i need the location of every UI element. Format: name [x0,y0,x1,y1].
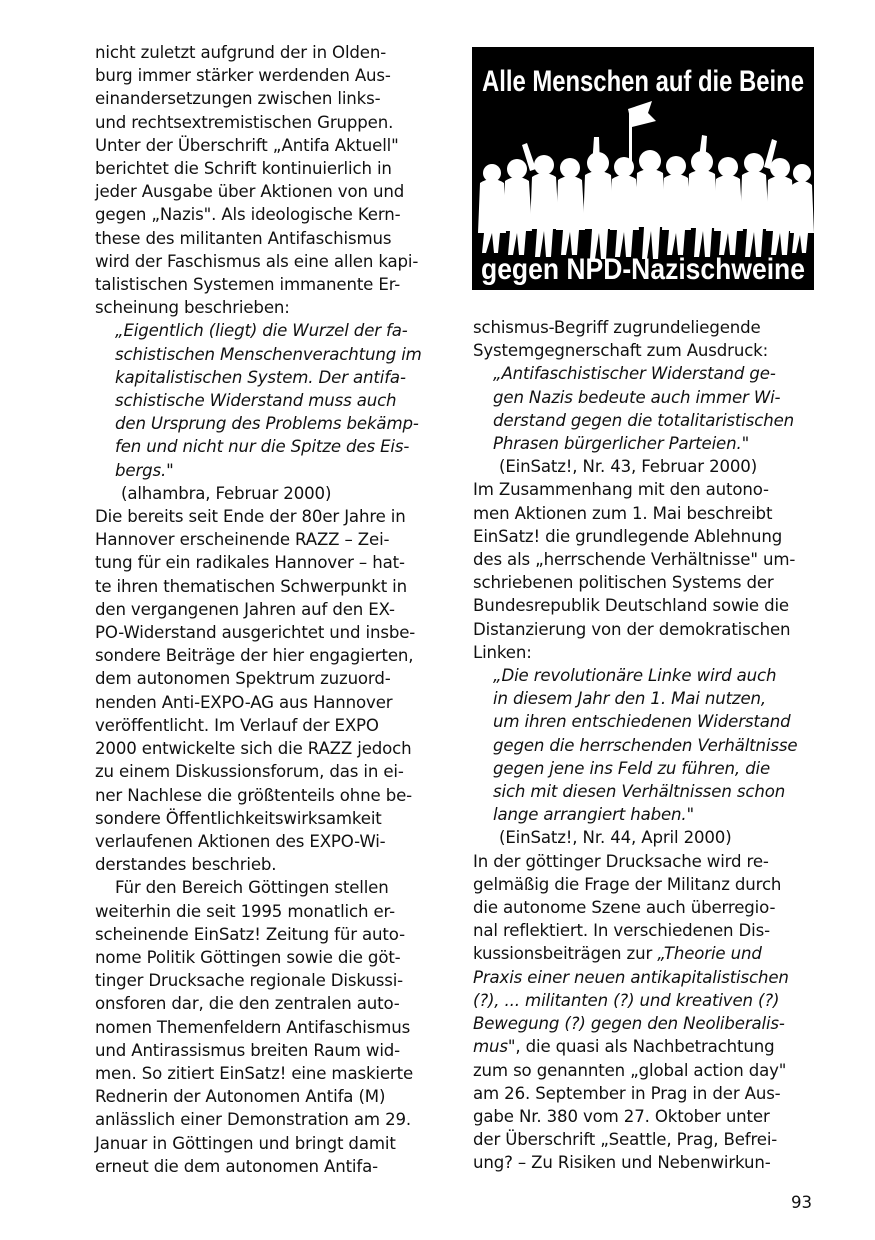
right-column [473,316,818,1175]
text-line [473,1035,818,1058]
quote-line: den Ursprung des Problems bekämp- [115,414,419,434]
text-line: EinSatz! die grundlegende Ablehnung [473,526,783,546]
text-line: Distanzierung von der demokratischen [473,619,791,639]
text-line: weiterhin die seit 1995 monatlich er- [95,901,395,921]
text-line: sondere Öffentlichkeitswirksamkeit [95,808,382,828]
text-line: die autonome Szene auch überregio- [473,898,776,918]
quote-line: sich mit diesen Verhältnissen schon [493,782,786,802]
text-line: des als „herrschende Verhältnisse" um- [473,550,796,570]
text-line: scheinende EinSatz! Zeitung für auto- [95,924,405,944]
quote-source: (alhambra, Februar 2000) [121,483,332,503]
italic-title-span: „Theorie und [657,944,762,964]
quote-line: fen und nicht nur die Spitze des Eis- [115,437,410,457]
quote-block [95,319,435,481]
text-line: anlässlich einer Demonstration am 29. [95,1110,412,1130]
text-line: burg immer stärker werdenden Aus- [95,66,391,86]
quote-line: gegen jene ins Feld zu führen, die [493,758,771,778]
text-line: zu einem Diskussionsforum, das in ei- [95,762,404,782]
text-line: dem autonomen Spektrum zuzuord- [95,669,391,689]
text-line: these des militanten Antifaschismus [95,228,392,248]
text-line: sondere Beiträge der hier engagierten, [95,646,414,666]
text-line: tung für ein radikales Hannover – hat- [95,553,405,573]
quote-source: (EinSatz!, Nr. 44, April 2000) [499,828,732,848]
text-line: Bundesrepublik Deutschland sowie die [473,596,789,616]
poster-top-text: Alle Menschen auf die Beine [482,65,804,98]
italic-title-line: Praxis einer neuen antikapitalistischen [473,967,789,987]
paragraph-goettingen [95,876,435,1178]
quote-line: kapitalistischen System. Der antifa- [115,367,406,387]
text-line: veröffentlicht. Im Verlauf der EXPO [95,715,379,735]
text-line: den vergangenen Jahren auf den EX- [95,599,395,619]
paragraph-intro [95,41,435,319]
text-line: und rechtsextremistischen Gruppen. [95,112,394,132]
text-line: jeder Ausgabe über Aktionen von und [95,182,405,202]
poster-bottom-text: gegen NPD-Nazischweine [481,253,805,286]
paragraph-mai [473,478,818,664]
text-line: onsforen dar, die den zentralen auto- [95,994,400,1014]
text-line: nal reflektiert. In verschiedenen Dis- [473,921,770,941]
text-line: nicht zuletzt aufgrund der in Olden- [95,43,387,62]
paragraph-razz [95,505,435,876]
text-line: schriebenen politischen Systems der [473,573,774,593]
quote-source: (EinSatz!, Nr. 43, Februar 2000) [499,457,758,477]
text-line: am 26. September in Prag in der Aus- [473,1083,781,1103]
italic-title-line: Bewegung (?) gegen den Neoliberalis- [473,1014,785,1034]
text-line: In der göttinger Drucksache wird re- [473,851,769,871]
text-line: zum so genannten „global action day" [473,1060,787,1080]
quote-line: gegen die herrschenden Verhältnisse [493,735,798,755]
text-line: Hannover erscheinende RAZZ – Zei- [95,530,390,550]
quote-block [473,664,818,826]
text-line: und Antirassismus breiten Raum wid- [95,1040,401,1060]
text-line: PO-Widerstand ausgerichtet und insbe- [95,623,416,643]
text-line: derstandes beschrieb. [95,855,277,875]
quote-line: derstand gegen die totalitaristischen [493,410,794,430]
text-line: nomen Themenfeldern Antifaschismus [95,1017,411,1037]
text-line: scheinung beschrieben: [95,298,290,318]
text-line: Im Zusammenhang mit den autono- [473,480,769,500]
text-line: talistischen Systemen immanente Er- [95,275,401,295]
text-line: men. So zitiert EinSatz! eine maskierte [95,1063,414,1083]
text-line: Für den Bereich Göttingen stellen [115,878,389,898]
text-span: kussionsbeiträgen zur [473,944,658,964]
text-line: erneut die dem autonomen Antifa- [95,1156,378,1176]
quote-line: Phrasen bürgerlicher Parteien." [493,434,750,454]
quote-line: „Antifaschistischer Widerstand ge- [493,364,776,384]
quote-line: schistischen Menschenverachtung im [115,344,422,364]
text-line: gegen „Nazis". Als ideologische Kern- [95,205,401,225]
text-line: ner Nachlese die größtenteils ohne be- [95,785,413,805]
text-line: gelmäßig die Frage der Militanz durch [473,874,782,894]
poster-image [472,47,814,290]
text-line: Rednerin der Autonomen Antifa (M) [95,1087,386,1107]
page-number: 93 [791,1193,813,1212]
poster-graphic [472,47,814,290]
quote-block [473,362,818,455]
text-line: schismus-Begriff zugrundeliegende [473,318,761,337]
text-line: Die bereits seit Ende der 80er Jahre in [95,507,406,527]
quote-line: in diesem Jahr den 1. Mai nutzen, [493,689,767,709]
text-line: der Überschrift „Seattle, Prag, Befrei- [473,1130,778,1150]
text-line: wird der Faschismus als eine allen kapi- [95,251,419,271]
quote-line: schistische Widerstand muss auch [115,391,397,411]
text-line: Systemgegnerschaft zum Ausdruck: [473,341,769,361]
text-line: gabe Nr. 380 vom 27. Oktober unter [473,1106,770,1126]
text-line: Linken: [473,642,532,662]
paragraph-continuation [473,316,818,362]
text-line: 2000 entwickelte sich die RAZZ jedoch [95,739,412,759]
quote-line: um ihren entschiedenen Widerstand [493,712,791,732]
quote-line: gen Nazis bedeute auch immer Wi- [493,387,781,407]
text-span: , die quasi als Nachbetrachtung [515,1037,775,1057]
text-line: te ihren thematischen Schwerpunkt in [95,576,408,596]
italic-title-span: mus" [473,1037,516,1057]
text-line: tinger Drucksache regionale Diskussi- [95,971,403,991]
quote-line: „Die revolutionäre Linke wird auch [493,666,777,686]
text-line: einandersetzungen zwischen links- [95,89,381,109]
text-line: ung? – Zu Risiken und Nebenwirkun- [473,1153,771,1173]
text-line: men Aktionen zum 1. Mai beschreibt [473,503,773,523]
text-line: Januar in Göttingen und bringt damit [95,1133,396,1153]
paragraph-drucksache [473,850,818,1175]
left-column [95,41,435,1178]
italic-title-line: (?), ... militanten (?) und kreativen (?) [473,990,780,1010]
text-line [473,942,818,965]
text-line: nome Politik Göttingen sowie die göt- [95,947,401,967]
quote-line: bergs." [115,460,174,480]
text-line: verlaufenen Aktionen des EXPO-Wi- [95,831,386,851]
text-line: berichtet die Schrift kontinuierlich in [95,159,392,179]
quote-line: lange arrangiert haben." [493,805,695,825]
text-line: Unter der Überschrift „Antifa Aktuell" [95,135,399,155]
text-line: nenden Anti-EXPO-AG aus Hannover [95,692,393,712]
quote-line: „Eigentlich (liegt) die Wurzel der fa- [115,321,408,341]
